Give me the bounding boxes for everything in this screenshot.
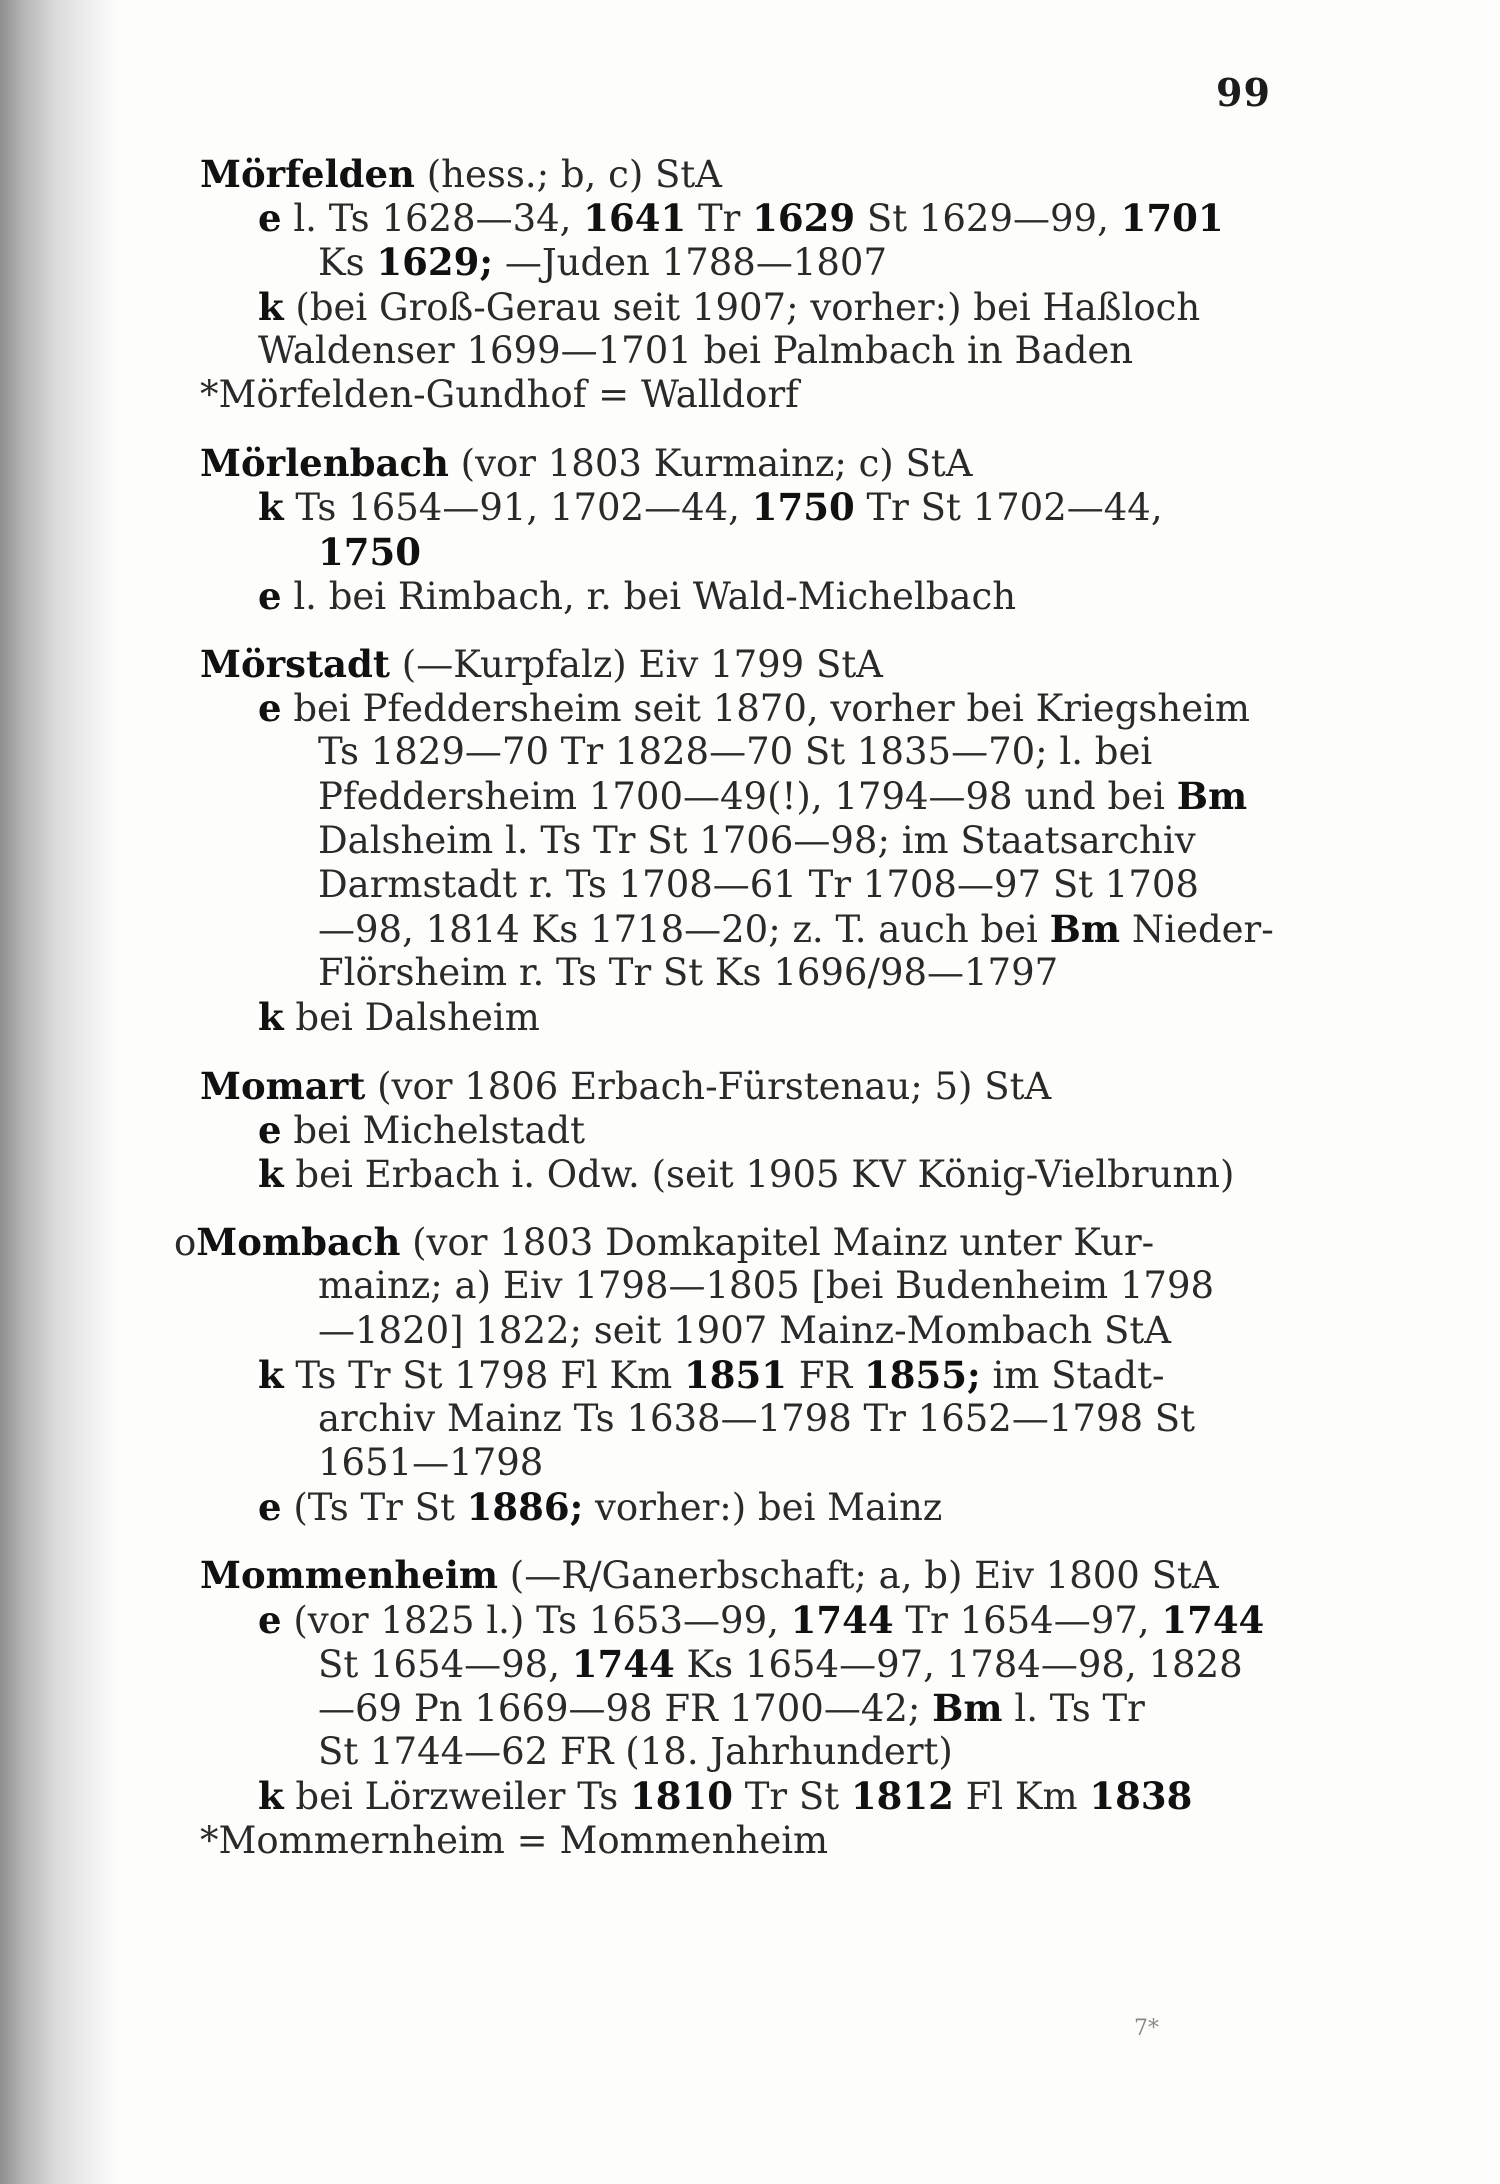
line-text: (vor 1825 l.) Ts 1653—99, 1744 Tr 1654—97, 1744	[293, 1597, 1265, 1642]
entry-line	[200, 1264, 1290, 1308]
entry-line	[200, 196, 1290, 240]
entry-line	[200, 1730, 1290, 1774]
entry-headword: Mombach	[196, 1220, 401, 1265]
line-text: (vor 1806 Erbach-Fürstenau; 5) StA	[377, 1064, 1052, 1108]
entry-line	[200, 1819, 1290, 1863]
line-text: (vor 1803 Kurmainz; c) StA	[460, 442, 973, 486]
line-text: Ts Tr St 1798 Fl Km 1851 FR 1855; im Stadt-	[295, 1352, 1165, 1397]
line-text: Ts 1829—70 Tr 1828—70 St 1835—70; l. bei	[318, 730, 1153, 774]
entry	[200, 441, 1290, 618]
line-text: bei Dalsheim	[295, 996, 540, 1040]
line-text: Waldenser 1699—1701 bei Palmbach in Baden	[258, 328, 1134, 372]
entry-line	[200, 951, 1290, 995]
line-text: bei Erbach i. Odw. (seit 1905 KV König-Vielbrunn)	[295, 1152, 1235, 1196]
line-text: *Mörfelden-Gundhof = Walldorf	[200, 372, 799, 416]
line-text: archiv Mainz Ts 1638—1798 Tr 1652—1798 St	[318, 1396, 1195, 1440]
entry-line	[200, 819, 1290, 863]
line-text: l. Ts 1628—34, 1641 Tr 1629 St 1629—99, 1701	[293, 196, 1224, 241]
entry-line	[174, 1220, 1290, 1265]
entry-line	[200, 1309, 1290, 1353]
line-text: Dalsheim l. Ts Tr St 1706—98; im Staatsarchiv	[318, 818, 1196, 862]
line-text: St 1654—98, 1744 Ks 1654—97, 1784—98, 1828	[318, 1641, 1243, 1686]
entry-headword: Mörstadt	[200, 641, 390, 686]
line-text: (vor 1803 Domkapitel Mainz unter Kur-	[412, 1221, 1155, 1265]
line-text: (—Kurpfalz) Eiv 1799 StA	[401, 642, 883, 686]
entry-headword: Mörlenbach	[200, 441, 449, 486]
entry-line	[200, 1152, 1290, 1196]
line-text: Ts 1654—91, 1702—44, 1750 Tr St 1702—44,	[295, 485, 1163, 530]
line-prefix: k	[258, 995, 284, 1040]
line-text: Ks 1629; —Juden 1788—1807	[318, 240, 887, 285]
entry-line	[200, 152, 1290, 196]
entry-line	[200, 1353, 1290, 1397]
entry	[174, 1220, 1290, 1530]
line-text: (—R/Ganerbschaft; a, b) Eiv 1800 StA	[509, 1554, 1219, 1598]
entry-line	[200, 441, 1290, 485]
line-prefix: e	[258, 196, 282, 241]
line-text: bei Pfeddersheim seit 1870, vorher bei Kriegsheim	[293, 687, 1251, 731]
entry	[200, 1819, 1290, 1863]
line-prefix: e	[258, 1107, 282, 1152]
line-prefix: k	[258, 1151, 284, 1196]
entry	[200, 642, 1290, 1040]
line-text: Flörsheim r. Ts Tr St Ks 1696/98—1797	[318, 951, 1059, 995]
line-text: 1651—1798	[318, 1441, 544, 1485]
entry-line	[200, 1485, 1290, 1529]
line-text: bei Michelstadt	[293, 1108, 585, 1152]
entry-line	[200, 863, 1290, 907]
entry-line	[200, 1441, 1290, 1485]
entry-marker: o	[174, 1221, 197, 1265]
entry-line	[200, 329, 1290, 373]
entry-line	[200, 1686, 1290, 1730]
entry-line	[200, 285, 1290, 329]
entry-headword: Momart	[200, 1063, 366, 1108]
entry-line	[200, 686, 1290, 730]
entry-line	[200, 1397, 1290, 1441]
page-number: 99	[1216, 70, 1271, 115]
line-text: mainz; a) Eiv 1798—1805 [bei Budenheim 1798	[318, 1264, 1215, 1308]
line-prefix: k	[258, 1352, 284, 1397]
entry-line	[200, 240, 1290, 284]
line-text: —98, 1814 Ks 1718—20; z. T. auch bei Bm Nieder-	[318, 907, 1274, 951]
line-text: —69 Pn 1669—98 FR 1700—42; Bm l. Ts Tr	[318, 1686, 1145, 1730]
line-text: bei Lörzweiler Ts 1810 Tr St 1812 Fl Km 1838	[295, 1774, 1193, 1819]
entry-line	[200, 1642, 1290, 1686]
line-text: (hess.; b, c) StA	[426, 153, 722, 196]
entry	[200, 152, 1290, 373]
entry-line	[200, 907, 1290, 951]
line-prefix: k	[258, 284, 284, 329]
line-prefix: e	[258, 573, 282, 618]
entry	[200, 373, 1290, 417]
entry-headword: Mommenheim	[200, 1553, 499, 1598]
entry-line	[200, 373, 1290, 417]
gazetteer-entries	[174, 152, 1290, 1863]
line-text: *Mommernheim = Mommenheim	[200, 1818, 829, 1862]
line-text: Darmstadt r. Ts 1708—61 Tr 1708—97 St 1708	[318, 862, 1199, 906]
line-prefix: e	[258, 686, 282, 731]
page-gutter-shadow	[0, 0, 120, 2184]
line-text: Pfeddersheim 1700—49(!), 1794—98 und bei Bm	[318, 774, 1248, 819]
line-prefix: e	[258, 1485, 282, 1530]
entry-line	[200, 1064, 1290, 1108]
entry-line	[200, 574, 1290, 618]
entry	[200, 1064, 1290, 1197]
line-text: 1750	[318, 529, 421, 574]
entry-line	[200, 642, 1290, 686]
entry-line	[200, 995, 1290, 1039]
line-prefix: k	[258, 1774, 284, 1819]
entry-line	[200, 1108, 1290, 1152]
line-prefix: e	[258, 1597, 282, 1642]
entry-line	[200, 1774, 1290, 1818]
line-prefix: k	[258, 485, 284, 530]
footer-signature: 7*	[1134, 2016, 1159, 2041]
entry-line	[200, 485, 1290, 529]
line-text: (bei Groß-Gerau seit 1907; vorher:) bei Haßloch	[295, 285, 1201, 329]
entry-line	[200, 530, 1290, 574]
line-text: —1820] 1822; seit 1907 Mainz-Mombach StA	[318, 1308, 1171, 1352]
line-text: l. bei Rimbach, r. bei Wald-Michelbach	[293, 574, 1017, 618]
line-text: St 1744—62 FR (18. Jahrhundert)	[318, 1730, 953, 1774]
entry-line	[200, 730, 1290, 774]
line-text: (Ts Tr St 1886; vorher:) bei Mainz	[293, 1485, 943, 1530]
entry-headword: Mörfelden	[200, 152, 415, 196]
entry-line	[200, 1598, 1290, 1642]
entry-line	[200, 774, 1290, 818]
entry	[200, 1553, 1290, 1818]
entry-line	[200, 1553, 1290, 1597]
